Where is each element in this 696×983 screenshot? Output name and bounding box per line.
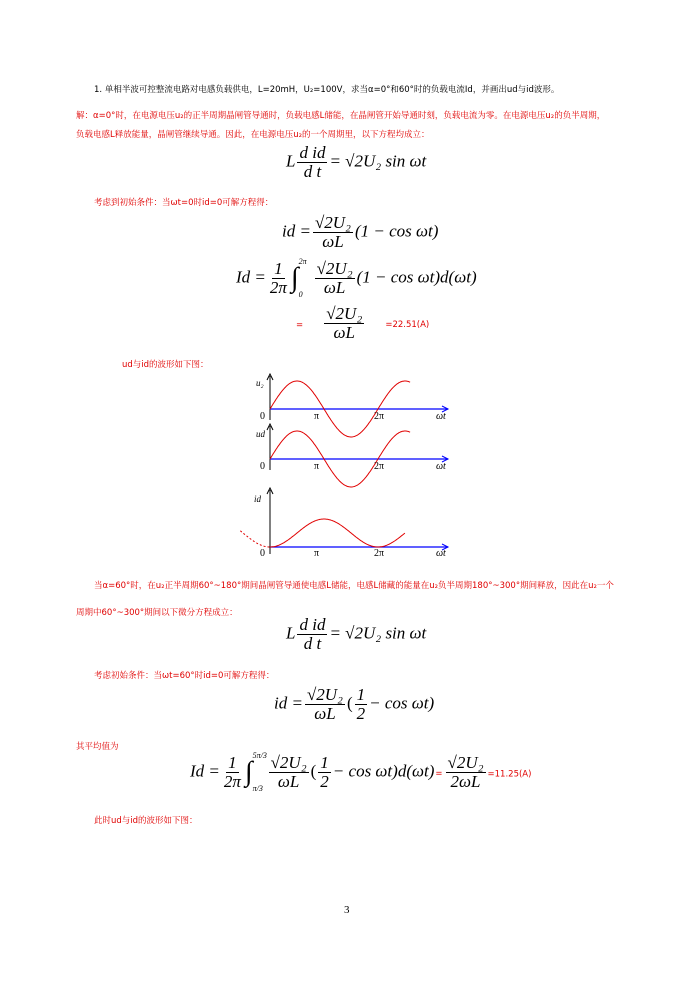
u2-label: u₂ bbox=[256, 378, 264, 388]
ud-pi: π bbox=[314, 461, 320, 472]
page-number: 3 bbox=[344, 904, 350, 916]
ud-zero: 0 bbox=[260, 461, 265, 472]
average-label: 其平均值为 bbox=[76, 742, 119, 752]
ud-plot bbox=[256, 424, 448, 487]
solution-line-4: 周期中60°~300°期间以下微分方程成立： bbox=[76, 608, 238, 618]
ud-label: ud bbox=[256, 429, 265, 439]
initial-condition-1: 考虑到初始条件：当ωt=0时id=0可解方程得： bbox=[94, 198, 274, 208]
id-label: id bbox=[254, 494, 262, 504]
id-wt: ωt bbox=[436, 548, 446, 559]
wave-caption-1: ud与id的波形如下图： bbox=[122, 360, 209, 370]
solution-line-2: 负载电感L释放能量，晶闸管继续导通。因此，在电源电压u₂的一个周期里，以下方程均成立： bbox=[76, 130, 430, 140]
problem-number: 1. bbox=[94, 85, 103, 95]
solution-line-1: 解：α=0°时，在电源电压u₂的正半周期晶闸管导通时，负载电感L储能，在晶闸管开始导通时刻，负载电流为零。在电源电压u₂的负半周期， bbox=[76, 111, 606, 121]
equation-7: Id = $\frac{1}{2\pi}$ ∫ 5π/3 π/3 $\frac{\text{√2U₂}}{\omega L}$ ( $\frac{1}{2}$ − cos ωt)d(ωt)= $\frac{\text{√2U₂}}{2\omega L}$ =11.25(A) bbox=[190, 750, 532, 793]
solution-line-3: 当α=60°时，在u₂正半周期60°~180°期间晶闸管导通使电感L储能，电感L储藏的能量在u₂负半周期180°~300°期间释放，因此在u₂一个 bbox=[94, 581, 614, 591]
wave-caption-2: 此时ud与id的波形如下图： bbox=[94, 816, 198, 826]
u2-pi: π bbox=[314, 411, 320, 422]
ud-2pi: 2π bbox=[374, 461, 385, 472]
ud-wt: ωt bbox=[436, 461, 446, 472]
problem-text: 单相半波可控整流电路对电感负载供电，L=20mH，U₂=100V，求当α=0°和60°时的负载电流Id，并画出ud与id波形。 bbox=[104, 85, 560, 95]
equation-3: Id = $\frac{1}{2\pi}$ ∫ 2π 0 $\frac{\text{√2U₂}}{\omega L}$ (1 − cos ωt)d(ωt) bbox=[236, 256, 477, 299]
equation-6: id = $\frac{\text{√2U₂}}{\omega L}$ ( $\frac{1}{2}$ − cos ωt) bbox=[274, 685, 435, 723]
problem-statement bbox=[94, 84, 559, 96]
id-2pi: 2π bbox=[374, 548, 385, 559]
equation-4: = $\frac{\text{√2U₂}}{\omega L}$ =22.51(A) bbox=[296, 304, 430, 342]
waveform-figure bbox=[236, 372, 456, 562]
equation-5: L $\frac{\text{d id}}{\text{d t}}$ = √2U₂ sin ωt bbox=[286, 615, 427, 653]
id-plot bbox=[240, 488, 448, 559]
id-pi: π bbox=[314, 548, 320, 559]
id-zero: 0 bbox=[260, 548, 265, 559]
u2-zero: 0 bbox=[260, 411, 265, 422]
equation-1: L $\frac{\text{d id}}{\text{d t}}$ = √2U₂ sin ωt bbox=[286, 143, 427, 181]
equation-2: id = $\frac{\text{√2U₂}}{\omega L}$ (1 − cos ωt) bbox=[282, 213, 439, 251]
initial-condition-2: 考虑初始条件：当ωt=60°时id=0可解方程得： bbox=[94, 671, 275, 681]
u2-plot bbox=[256, 374, 448, 437]
u2-wt: ωt bbox=[436, 411, 446, 422]
u2-2pi: 2π bbox=[374, 411, 385, 422]
